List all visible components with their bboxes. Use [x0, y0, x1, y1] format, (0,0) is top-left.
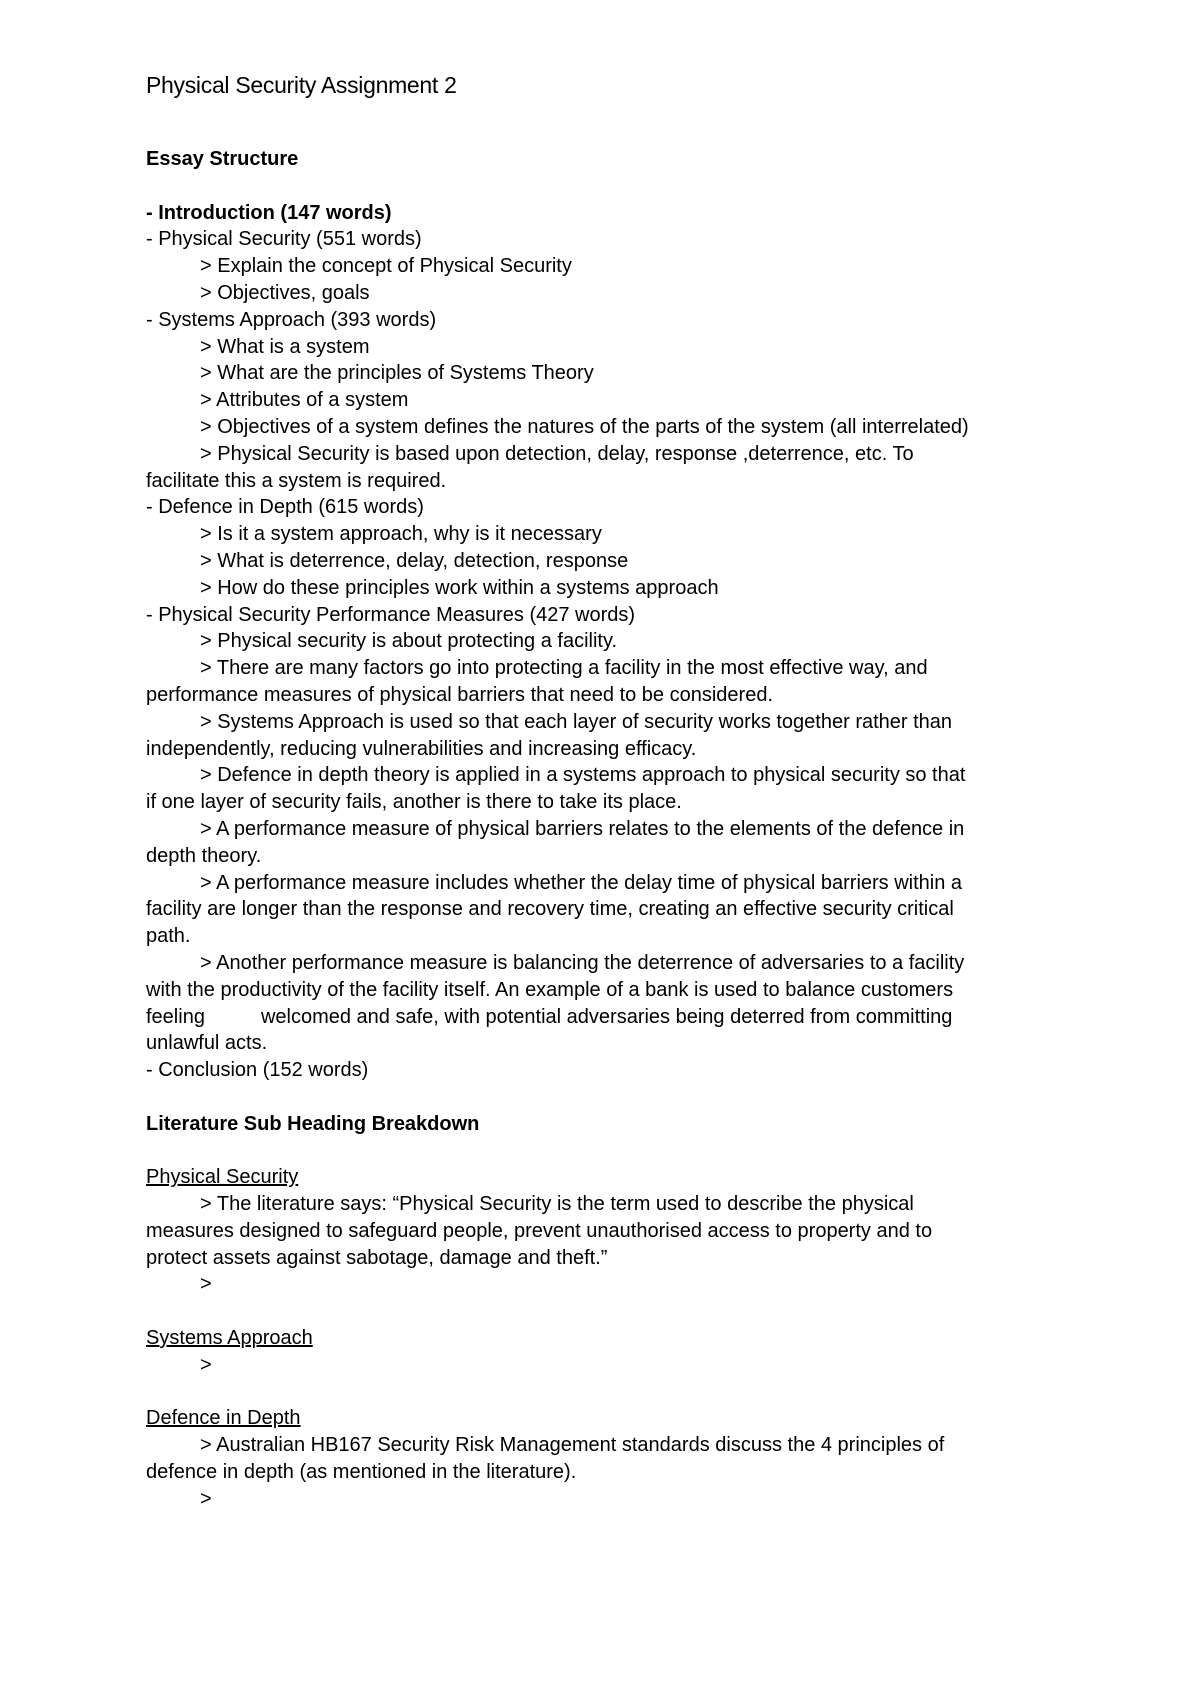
lit-point: > Australian HB167 Security Risk Management standards discuss the 4 principles of [200, 1434, 945, 1457]
lit-point: > [200, 1353, 212, 1376]
blank-line [146, 173, 1066, 200]
lit-subheading-physical-security: Physical Security [146, 1166, 299, 1189]
outline-subitem: > Explain the concept of Physical Security [200, 255, 572, 278]
outline-subitem-continuation: performance measures of physical barriers that need to be considered. [146, 683, 774, 706]
outline-subitem: > Objectives, goals [200, 281, 370, 304]
outline-subitem: > Objectives of a system defines the natures of the parts of the system (all interrelated) [200, 415, 969, 438]
literature-heading: Literature Sub Heading Breakdown [146, 1112, 480, 1135]
outline-subitem: > How do these principles work within a systems approach [200, 576, 719, 599]
outline-subitem-continuation [146, 1004, 1066, 1031]
lit-point-continuation: defence in depth (as mentioned in the literature). [146, 1461, 577, 1484]
outline-subitem: > Attributes of a system [200, 389, 409, 412]
outline-item-introduction: - Introduction (147 words) [146, 201, 392, 224]
outline-subitem: > Defence in depth theory is applied in a systems approach to physical security so that [200, 764, 966, 787]
outline-subitem: > There are many factors go into protecting a facility in the most effective way, and [200, 657, 928, 680]
outline-subitem-continuation: with the productivity of the facility itself. An example of a bank is used to balance customers [146, 978, 954, 1001]
outline-subitem: > What are the principles of Systems Theory [200, 362, 594, 385]
blank-line [146, 1137, 1066, 1164]
essay-structure-heading: Essay Structure [146, 148, 299, 170]
outline-subitem-continuation: path. [146, 925, 191, 948]
outline-subitem: > What is deterrence, delay, detection, response [200, 549, 629, 572]
document-title: Physical Security Assignment 2 [146, 72, 457, 98]
outline-item-physical-security: - Physical Security (551 words) [146, 228, 422, 251]
text-fragment: feeling [146, 1005, 205, 1028]
outline-item-defence-in-depth: - Defence in Depth (615 words) [146, 496, 424, 519]
outline-subitem-continuation: facility are longer than the response and recovery time, creating an effective security critical [146, 898, 954, 921]
outline-subitem-continuation: depth theory. [146, 844, 262, 867]
outline-subitem-continuation: facilitate this a system is required. [146, 469, 447, 492]
outline-subitem: > Physical Security is based upon detection, delay, response ,deterrence, etc. To [200, 442, 914, 465]
lit-point: > The literature says: “Physical Security is the term used to describe the physical [200, 1193, 914, 1216]
outline-subitem: > A performance measure of physical barriers relates to the elements of the defence in [200, 817, 965, 840]
outline-subitem: > A performance measure includes whether the delay time of physical barriers within a [200, 871, 963, 894]
lit-subheading-defence-in-depth: Defence in Depth [146, 1407, 301, 1430]
document-body [146, 146, 1066, 1513]
outline-item-systems-approach: - Systems Approach (393 words) [146, 308, 437, 331]
outline-subitem: > What is a system [200, 335, 370, 358]
lit-subheading-systems-approach: Systems Approach [146, 1327, 313, 1350]
blank-line [146, 1084, 1066, 1111]
outline-subitem: > Systems Approach is used so that each layer of security works together rather than [200, 710, 953, 733]
outline-subitem-continuation: independently, reducing vulnerabilities and increasing efficacy. [146, 737, 697, 760]
outline-item-conclusion: - Conclusion (152 words) [146, 1059, 369, 1082]
blank-line [146, 1298, 1066, 1325]
blank-line [146, 1379, 1066, 1406]
outline-item-performance-measures: - Physical Security Performance Measures (427 words) [146, 603, 636, 626]
text-fragment: welcomed and safe, with potential adversaries being deterred from committing [260, 1005, 953, 1028]
outline-subitem-continuation: unlawful acts. [146, 1032, 268, 1055]
outline-subitem: > Is it a system approach, why is it necessary [200, 523, 602, 546]
outline-subitem: > Physical security is about protecting a facility. [200, 630, 618, 653]
lit-point-continuation: protect assets against sabotage, damage and theft.” [146, 1246, 608, 1269]
lit-point-continuation: measures designed to safeguard people, prevent unauthorised access to property and to [146, 1219, 933, 1242]
lit-point: > [200, 1487, 212, 1510]
outline-subitem: > Another performance measure is balancing the deterrence of adversaries to a facility [200, 951, 965, 974]
lit-point: > [200, 1273, 212, 1296]
outline-subitem-continuation: if one layer of security fails, another is there to take its place. [146, 791, 682, 814]
